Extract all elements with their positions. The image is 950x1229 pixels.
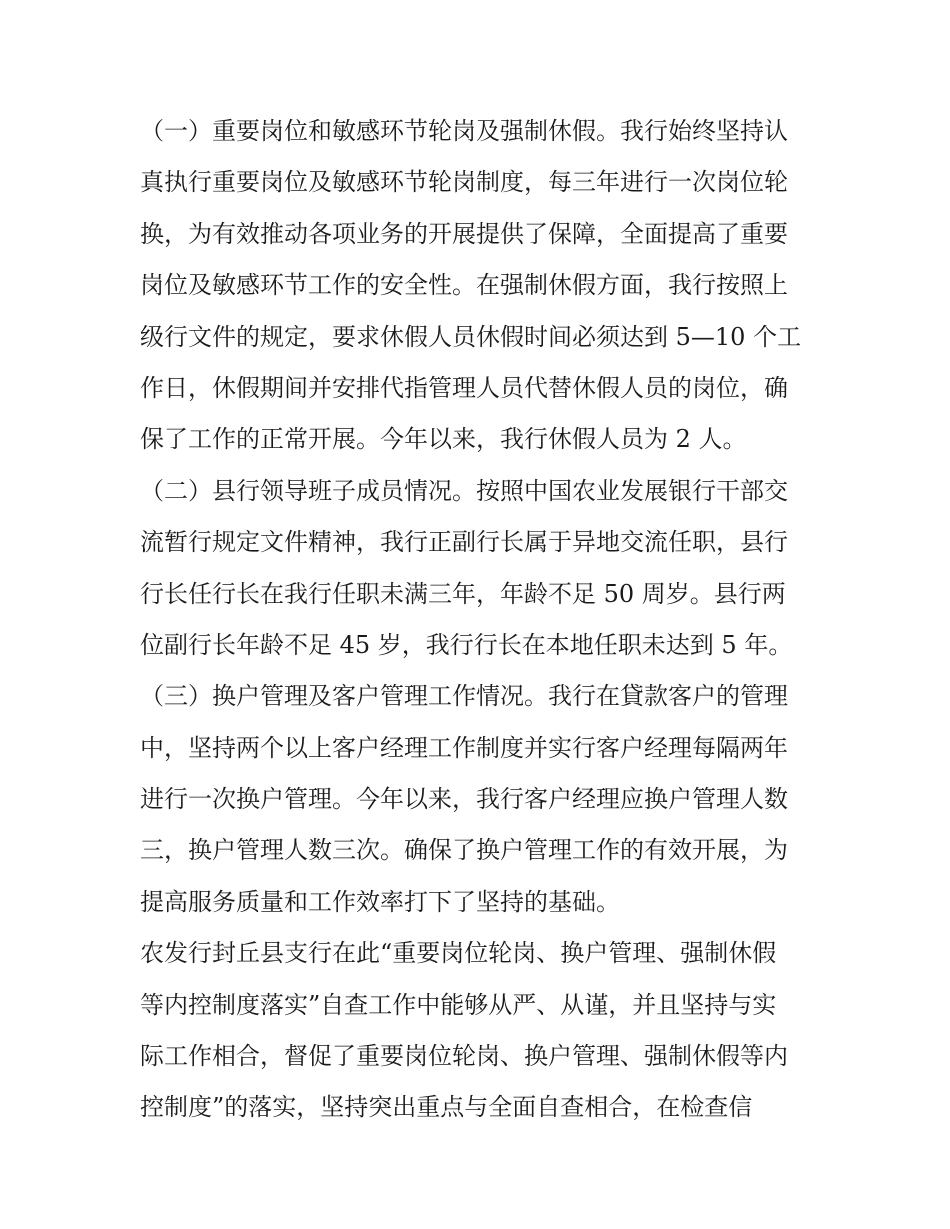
text-line: 等内控制度落实”自查工作中能够从严、从谨，并且坚持与实 <box>140 990 777 1019</box>
text-line: （一）重要岗位和敏感环节轮岗及强制休假。我行始终坚持认 <box>140 117 788 145</box>
text-line: 提高服务质量和工作效率打下了坚持的基础。 <box>140 887 620 916</box>
text-line: 中，坚持两个以上客户经理工作制度并实行客户经理每隔两年 <box>140 733 788 762</box>
text-line: 级行文件的规定，要求休假人员休假时间必须达到 5—10 个工 <box>140 322 802 351</box>
text-line: 保了工作的正常开展。今年以来，我行休假人员为 2 人。 <box>140 425 747 454</box>
text-line: 三，换户管理人数三次。确保了换户管理工作的有效开展，为 <box>140 836 788 865</box>
text-line: 流暂行规定文件精神，我行正副行长属于异地交流任职，县行 <box>140 528 788 557</box>
text-line: 真执行重要岗位及敏感环节轮岗制度，每三年进行一次岗位轮 <box>140 168 788 197</box>
text-line: 际工作相合，督促了重要岗位轮岗、换户管理、强制休假等内 <box>140 1042 788 1071</box>
text-line: （三）换户管理及客户管理工作情况。我行在貸款客户的管理 <box>140 682 788 711</box>
text-line: 进行一次换户管理。今年以来，我行客户经理应换户管理人数 <box>140 785 788 814</box>
text-line: 作日，休假期间并安排代指管理人员代替休假人员的岗位，确 <box>140 373 788 402</box>
text-line: （二）县行领导班子成员情况。按照中国农业发展银行干部交 <box>140 476 788 505</box>
body-text <box>140 106 820 1134</box>
text-line: 农发行封丘县支行在此“重要岗位轮岗、换户管理、强制休假 <box>140 939 777 968</box>
text-line: 换，为有效推动各项业务的开展提供了保障，全面提高了重要 <box>140 219 788 248</box>
text-line: 控制度”的落实，坚持突出重点与全面自查相合，在检查信 <box>140 1093 753 1122</box>
text-line: 行长任行长在我行任职未满三年，年龄不足 50 周岁。县行两 <box>140 579 786 608</box>
text-line: 岗位及敏感环节工作的安全性。在强制休假方面，我行按照上 <box>140 271 788 300</box>
text-line: 位副行长年龄不足 45 岁，我行行长在本地任职未达到 5 年。 <box>140 630 793 659</box>
